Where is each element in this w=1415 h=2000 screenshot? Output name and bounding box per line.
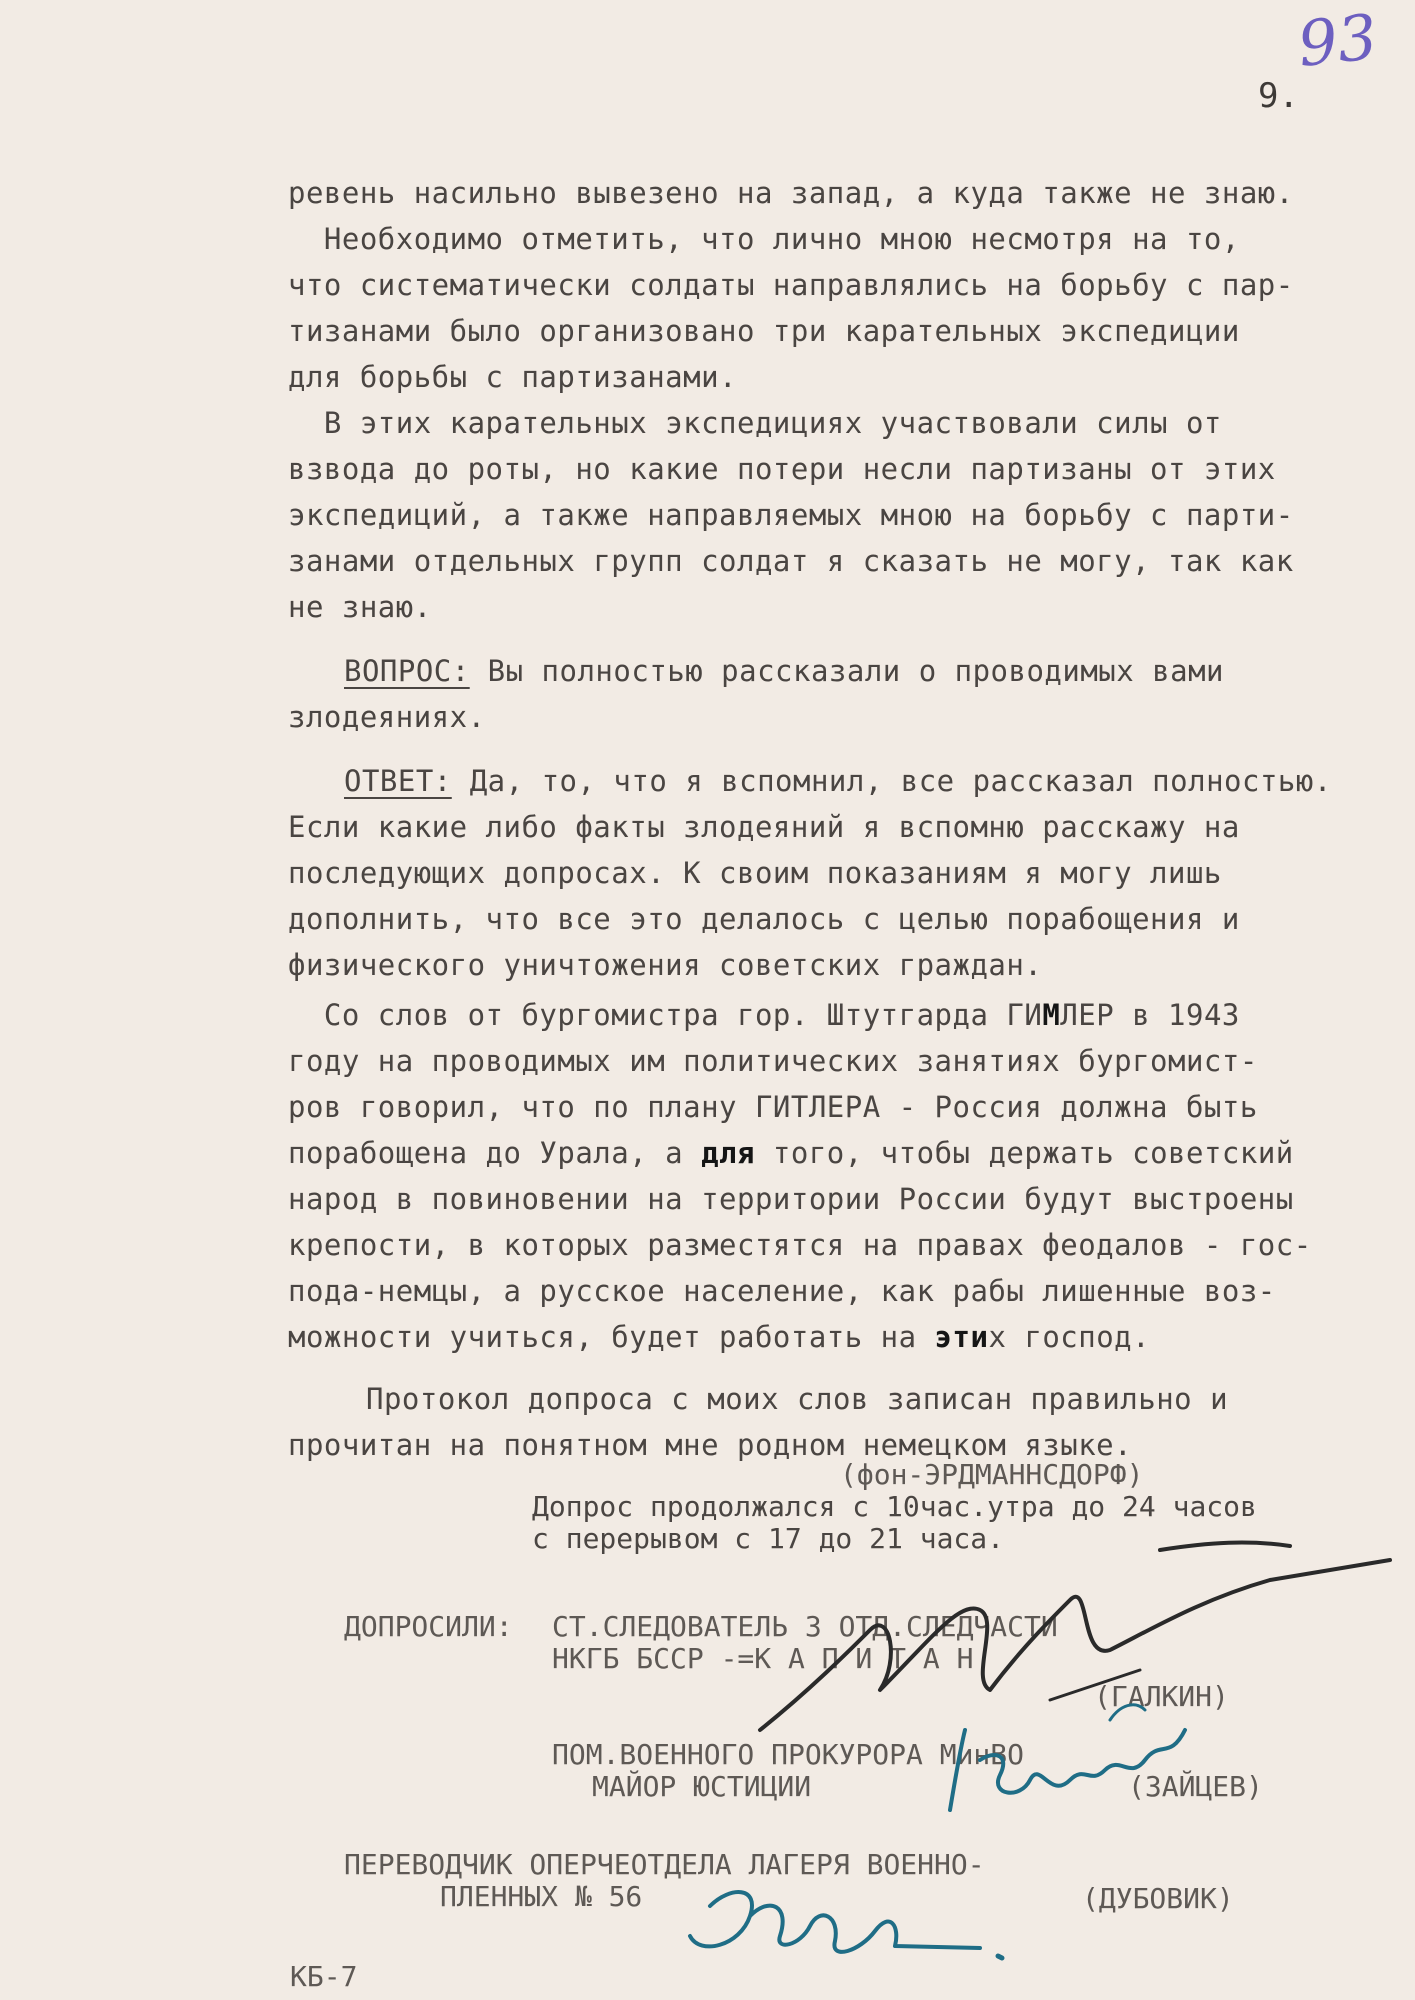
interrogator-name-galkin: (ГАЛКИН)	[1094, 1680, 1229, 1713]
body-line: В этих карательных экспедициях участвовали силы от	[288, 406, 1222, 440]
protocol-line: Протокол допроса с моих слов записан правильно и	[366, 1382, 1229, 1416]
para2-line: крепости, в которых разместятся на правах феодалов - гос-	[288, 1228, 1312, 1262]
overtyped-word: эти	[934, 1320, 989, 1354]
duration-line: Допрос продолжался с 10час.утра до 24 часов	[532, 1490, 1257, 1523]
para2-text: ЛЕР в 1943	[1060, 998, 1240, 1032]
translator-title: ПЕРЕВОДЧИК ОПЕРЧЕОТДЕЛА ЛАГЕРЯ ВОЕННО-	[344, 1848, 985, 1881]
para2-line	[288, 1130, 1294, 1176]
translator-name-dubovik: (ДУБОВИК)	[1082, 1882, 1234, 1915]
body-line: Необходимо отметить, что лично мною несмотря на то,	[288, 222, 1240, 256]
para2-line	[288, 1314, 1150, 1360]
body-line: что систематически солдаты направлялись на борьбу с пар-	[288, 268, 1294, 302]
question-text: Вы полностью рассказали о проводимых вами	[469, 654, 1225, 688]
body-line: взвода до роты, но какие потери несли партизаны от этих	[288, 452, 1276, 486]
answer-text: Да, то, что я вспомнил, все рассказал полностью.	[451, 764, 1332, 798]
question-line	[344, 648, 1224, 694]
para2-text: того, чтобы держать советский	[754, 1136, 1294, 1170]
signature-zaitsev	[930, 1690, 1210, 1830]
overtyped-word: для	[701, 1136, 755, 1170]
interrogators-label: ДОПРОСИЛИ:	[344, 1610, 513, 1643]
interrogator-title: НКГБ БССР -=К А П И Т А Н	[552, 1642, 974, 1675]
para2-line	[288, 992, 1240, 1038]
page-number: 9.	[1258, 76, 1299, 116]
body-line: экспедиций, а также направляемых мною на борьбу с парти-	[288, 498, 1294, 532]
overtyped-letter: М	[1042, 998, 1061, 1032]
question-line-2: злодеяниях.	[288, 700, 486, 734]
answer-line	[344, 758, 1332, 804]
answer-line: последующих допросах. К своим показаниям я могу лишь	[288, 856, 1222, 890]
translator-unit: ПЛЕННЫХ № 56	[440, 1880, 643, 1913]
protocol-line: прочитан на понятном мне родном немецком языке.	[288, 1428, 1133, 1462]
para2-text: можности учиться, будет работать на	[288, 1320, 935, 1354]
para2-text: Со слов от бургомистра гор. Штутгарда ГИ	[288, 998, 1043, 1032]
footer-code: КБ-7	[290, 1960, 358, 1993]
body-line: тизанами было организовано три карательных экспедиции	[288, 314, 1240, 348]
para2-text: порабощена до Урала, а	[288, 1136, 702, 1170]
prosecutor-name-zaitsev: (ЗАЙЦЕВ)	[1128, 1770, 1263, 1803]
answer-line: дополнить, что все это делалось с целью порабощения и	[288, 902, 1240, 936]
duration-line: с перерывом с 17 до 21 часа.	[532, 1522, 1005, 1555]
prosecutor-rank: МАЙОР ЮСТИЦИИ	[592, 1770, 812, 1803]
signature-dubovik	[680, 1866, 1020, 1976]
para2-line: народ в повиновении на территории России будут выстроены	[288, 1182, 1294, 1216]
body-line: ревень насильно вывезено на запад, а куда также не знаю.	[288, 176, 1294, 210]
para2-line: ров говорил, что по плану ГИТЛЕРА - Россия должна быть	[288, 1090, 1258, 1124]
archive-page-number: 93	[1294, 0, 1381, 81]
para2-line: пода-немцы, а русское население, как рабы лишенные воз-	[288, 1274, 1276, 1308]
para2-text: х господ.	[988, 1320, 1151, 1354]
signer-name: (фон-ЭРДМАННСДОРФ)	[840, 1458, 1144, 1491]
body-line: не знаю.	[288, 590, 432, 624]
answer-line: Если какие либо факты злодеяний я вспомню расскажу на	[288, 810, 1240, 844]
answer-label: ОТВЕТ:	[344, 764, 452, 798]
body-line: для борьбы с партизанами.	[288, 360, 737, 394]
para2-line: году на проводимых им политических занятиях бургомист-	[288, 1044, 1258, 1078]
answer-line: физического уничтожения советских граждан.	[288, 948, 1043, 982]
prosecutor-title: ПОМ.ВОЕННОГО ПРОКУРОРА МинВО	[552, 1738, 1025, 1771]
interrogator-title: СТ.СЛЕДОВАТЕЛЬ 3 ОТД.СЛЕДЧАСТИ	[552, 1610, 1058, 1643]
body-line: занами отдельных групп солдат я сказать не могу, так как	[288, 544, 1294, 578]
question-label: ВОПРОС:	[344, 654, 470, 688]
